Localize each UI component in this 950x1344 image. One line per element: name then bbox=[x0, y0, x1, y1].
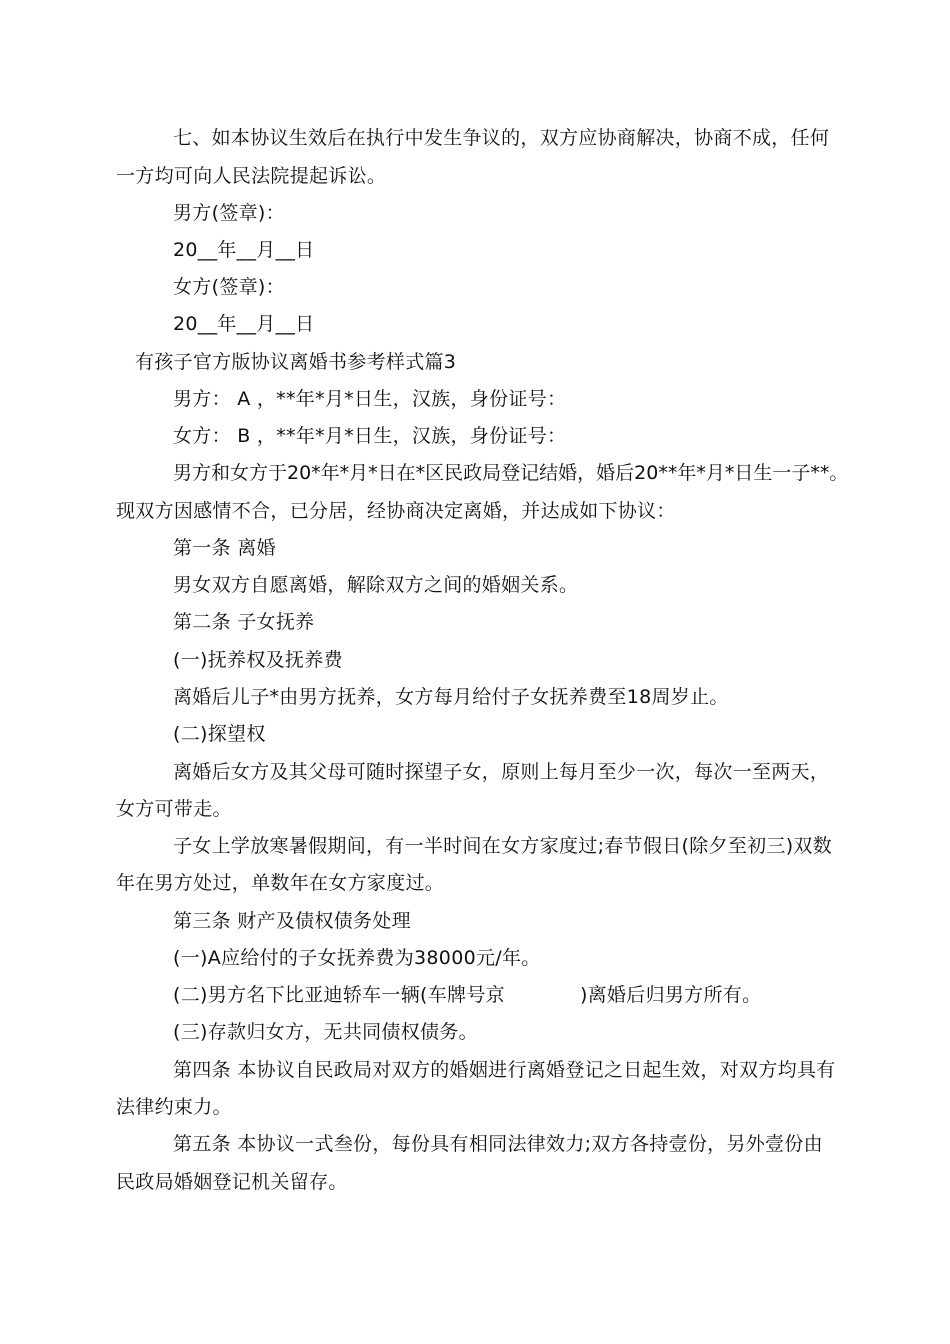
paragraph-segment: (二)男方名下比亚迪轿车一辆(车牌号京 bbox=[173, 984, 505, 1006]
subheading: (二)探望权 bbox=[173, 723, 266, 745]
paragraph-line: 现双方因感情不合，已分居，经协商决定离婚，并达成如下协议： bbox=[116, 500, 676, 522]
subheading: (一)抚养权及抚养费 bbox=[173, 649, 343, 671]
paragraph-line: 七、如本协议生效后在执行中发生争议的，双方应协商解决，协商不成，任何 bbox=[173, 127, 830, 149]
paragraph-line: 男方和女方于20*年*月*日在*区民政局登记结婚，婚后20**年*月*日生一子**。 bbox=[173, 462, 849, 484]
signature-label: 女方(签章)： bbox=[173, 276, 285, 298]
paragraph-line: 法律约束力。 bbox=[116, 1096, 232, 1118]
party-info: 女方： B ，**年*月*日生，汉族，身份证号： bbox=[173, 425, 567, 447]
paragraph-line: 民政局婚姻登记机关留存。 bbox=[116, 1171, 348, 1193]
paragraph-segment: )离婚后归男方所有。 bbox=[579, 984, 762, 1006]
paragraph-line: 子女上学放寒暑假期间，有一半时间在女方家度过;春节假日(除夕至初三)双数 bbox=[173, 835, 833, 857]
date-line: 20__年__月__日 bbox=[173, 313, 315, 335]
paragraph-line: 离婚后儿子*由男方抚养，女方每月给付子女抚养费至18周岁止。 bbox=[173, 686, 729, 708]
paragraph-line: (三)存款归女方，无共同债权债务。 bbox=[173, 1021, 478, 1043]
paragraph-line: (一)A应给付的子女抚养费为38000元/年。 bbox=[173, 947, 541, 969]
paragraph-line: 第四条 本协议自民政局对双方的婚姻进行离婚登记之日起生效，对双方均具有 bbox=[173, 1059, 836, 1081]
section-title: 有孩子官方版协议离婚书参考样式篇3 bbox=[135, 351, 457, 373]
paragraph-line: 第五条 本协议一式叁份，每份具有相同法律效力;双方各持壹份，另外壹份由 bbox=[173, 1133, 823, 1155]
paragraph-line: 年在男方处过，单数年在女方家度过。 bbox=[116, 872, 445, 894]
paragraph-line: 女方可带走。 bbox=[116, 798, 232, 820]
article-heading: 第一条 离婚 bbox=[173, 537, 276, 559]
paragraph-line: 一方均可向人民法院提起诉讼。 bbox=[116, 165, 387, 187]
paragraph-line: 离婚后女方及其父母可随时探望子女，原则上每月至少一次，每次一至两天， bbox=[173, 761, 830, 783]
date-line: 20__年__月__日 bbox=[173, 239, 315, 261]
article-heading: 第二条 子女抚养 bbox=[173, 611, 315, 633]
article-heading: 第三条 财产及债权债务处理 bbox=[173, 910, 411, 932]
party-info: 男方： A ，**年*月*日生，汉族，身份证号： bbox=[173, 388, 567, 410]
paragraph-line bbox=[173, 983, 761, 1007]
paragraph-line: 男女双方自愿离婚，解除双方之间的婚姻关系。 bbox=[173, 574, 579, 596]
signature-label: 男方(签章)： bbox=[173, 202, 285, 224]
